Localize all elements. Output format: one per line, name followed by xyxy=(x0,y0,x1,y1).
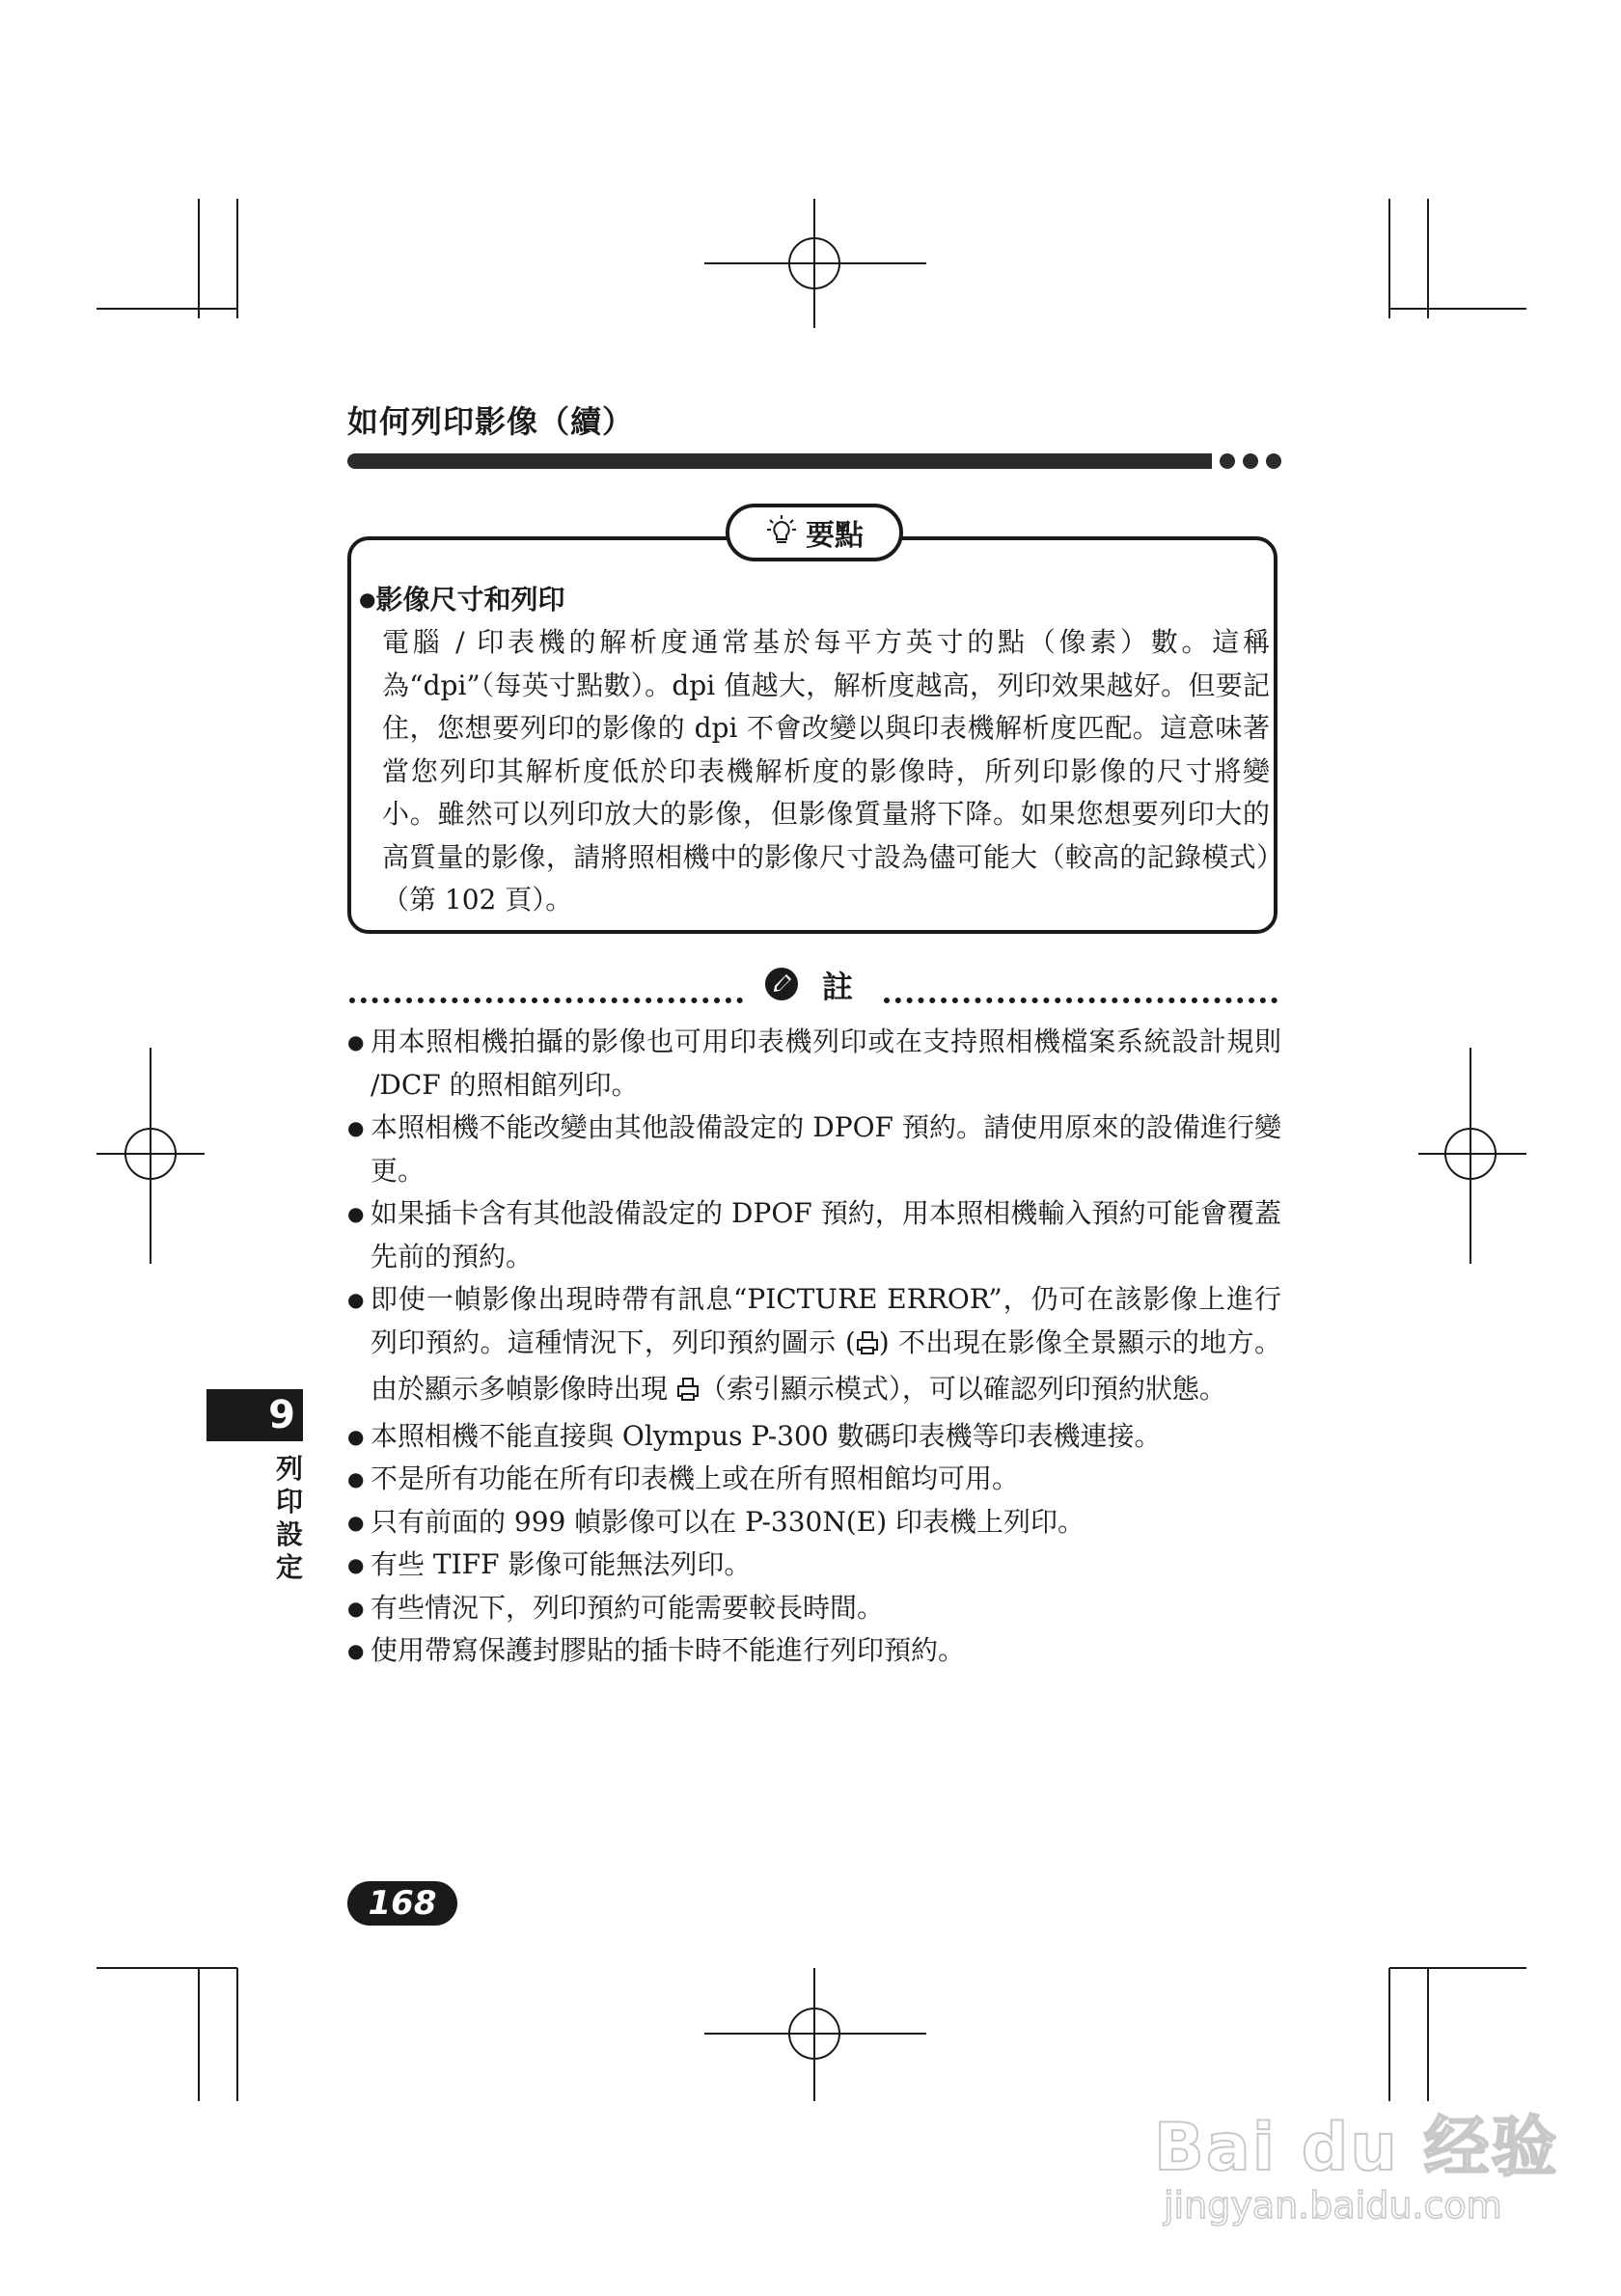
title-dot xyxy=(1266,453,1281,469)
title-dot xyxy=(1220,453,1235,469)
note-dotted-rule-left xyxy=(349,978,743,1003)
note-list xyxy=(347,1021,1281,1673)
list-item: ● 用本照相機拍攝的影像也可用印表機列印或在支持照相機檔案系統設計規則 /DCF 的照相館列印。 xyxy=(347,1021,1281,1107)
list-item: ● 本照相機不能直接與 Olympus P-300 數碼印表機等印表機連接。 xyxy=(347,1415,1281,1459)
pencil-icon xyxy=(764,967,799,1005)
tip-heading xyxy=(359,579,564,617)
tip-body: 電腦 / 印表機的解析度通常基於每平方英寸的點（像素）數。這稱為“dpi”（每英寸點數）。dpi 值越大，解析度越高，列印效果越好。但要記住，您想要列印的影像的 dpi 不會改變以與印表機解析度匹配。這意味著當您列印其解析度低於印表機解析度的影像時，所列印影像的尺寸將變小。雖然可以列印放大的影像，但影像質量將下降。如果您想要列印大的高質量的影像，請將照相機中的影像尺寸設為儘可能大（較高的記錄模式）（第 102 頁）。 xyxy=(382,626,1270,916)
note-dotted-rule-right xyxy=(884,978,1278,1003)
tip-heading-text: 影像尺寸和列印 xyxy=(375,584,565,615)
error-note-part3: （索引顯示模式），可以確認列印預約狀態。 xyxy=(699,1373,1226,1405)
print-reserve-icon xyxy=(676,1372,700,1415)
title-dot xyxy=(1243,453,1258,469)
chapter-number: 9 xyxy=(268,1393,295,1437)
list-item: ● 本照相機不能改變由其他設備設定的 DPOF 預約。請使用原來的設備進行變更。 xyxy=(347,1107,1281,1192)
tip-tab xyxy=(726,504,903,561)
page-number-text: 168 xyxy=(368,1884,437,1923)
chapter-label: 列印設定 xyxy=(275,1453,303,1583)
list-item: ● 有些情況下，列印預約可能需要較長時間。 xyxy=(347,1587,1281,1630)
watermark-site: jingyan.baidu.com xyxy=(1164,2184,1502,2227)
page-number xyxy=(347,1881,457,1926)
list-item: ● 不是所有功能在所有印表機上或在所有照相館均可用。 xyxy=(347,1458,1281,1501)
lightbulb-icon xyxy=(765,514,798,551)
section-title: 如何列印影像（續） xyxy=(347,403,635,440)
watermark-logo: Bai du 经验 xyxy=(1154,2110,1559,2186)
note-label: 註 xyxy=(822,969,854,1005)
error-note-part1: 即使一幀影像出現時帶有訊息“PICTURE ERROR”，仍可在該影像上進行列印預約。這種情況下，列印預約圖示 ( xyxy=(371,1283,1281,1358)
list-item: ● 有些 TIFF 影像可能無法列印。 xyxy=(347,1544,1281,1587)
watermark xyxy=(1154,2095,1559,2240)
list-item: ● 使用帶寫保護封膠貼的插卡時不能進行列印預約。 xyxy=(347,1629,1281,1673)
list-item xyxy=(347,1278,1281,1415)
list-item: ● 只有前面的 999 幀影像可以在 P-330N(E) 印表機上列印。 xyxy=(347,1501,1281,1544)
print-reserve-icon xyxy=(856,1326,879,1369)
error-note-part2: ) 不出現在影像全景顯示的地方。由於顯示多幀影像時出現 xyxy=(371,1326,1282,1405)
list-item: ● 如果插卡含有其他設備設定的 DPOF 預約，用本照相機輸入預約可能會覆蓋先前的預約。 xyxy=(347,1192,1281,1278)
tip-tab-label: 要點 xyxy=(806,519,864,553)
chapter-tab xyxy=(206,1389,303,1441)
bullet: ● xyxy=(359,588,376,611)
title-rule xyxy=(347,453,1212,469)
